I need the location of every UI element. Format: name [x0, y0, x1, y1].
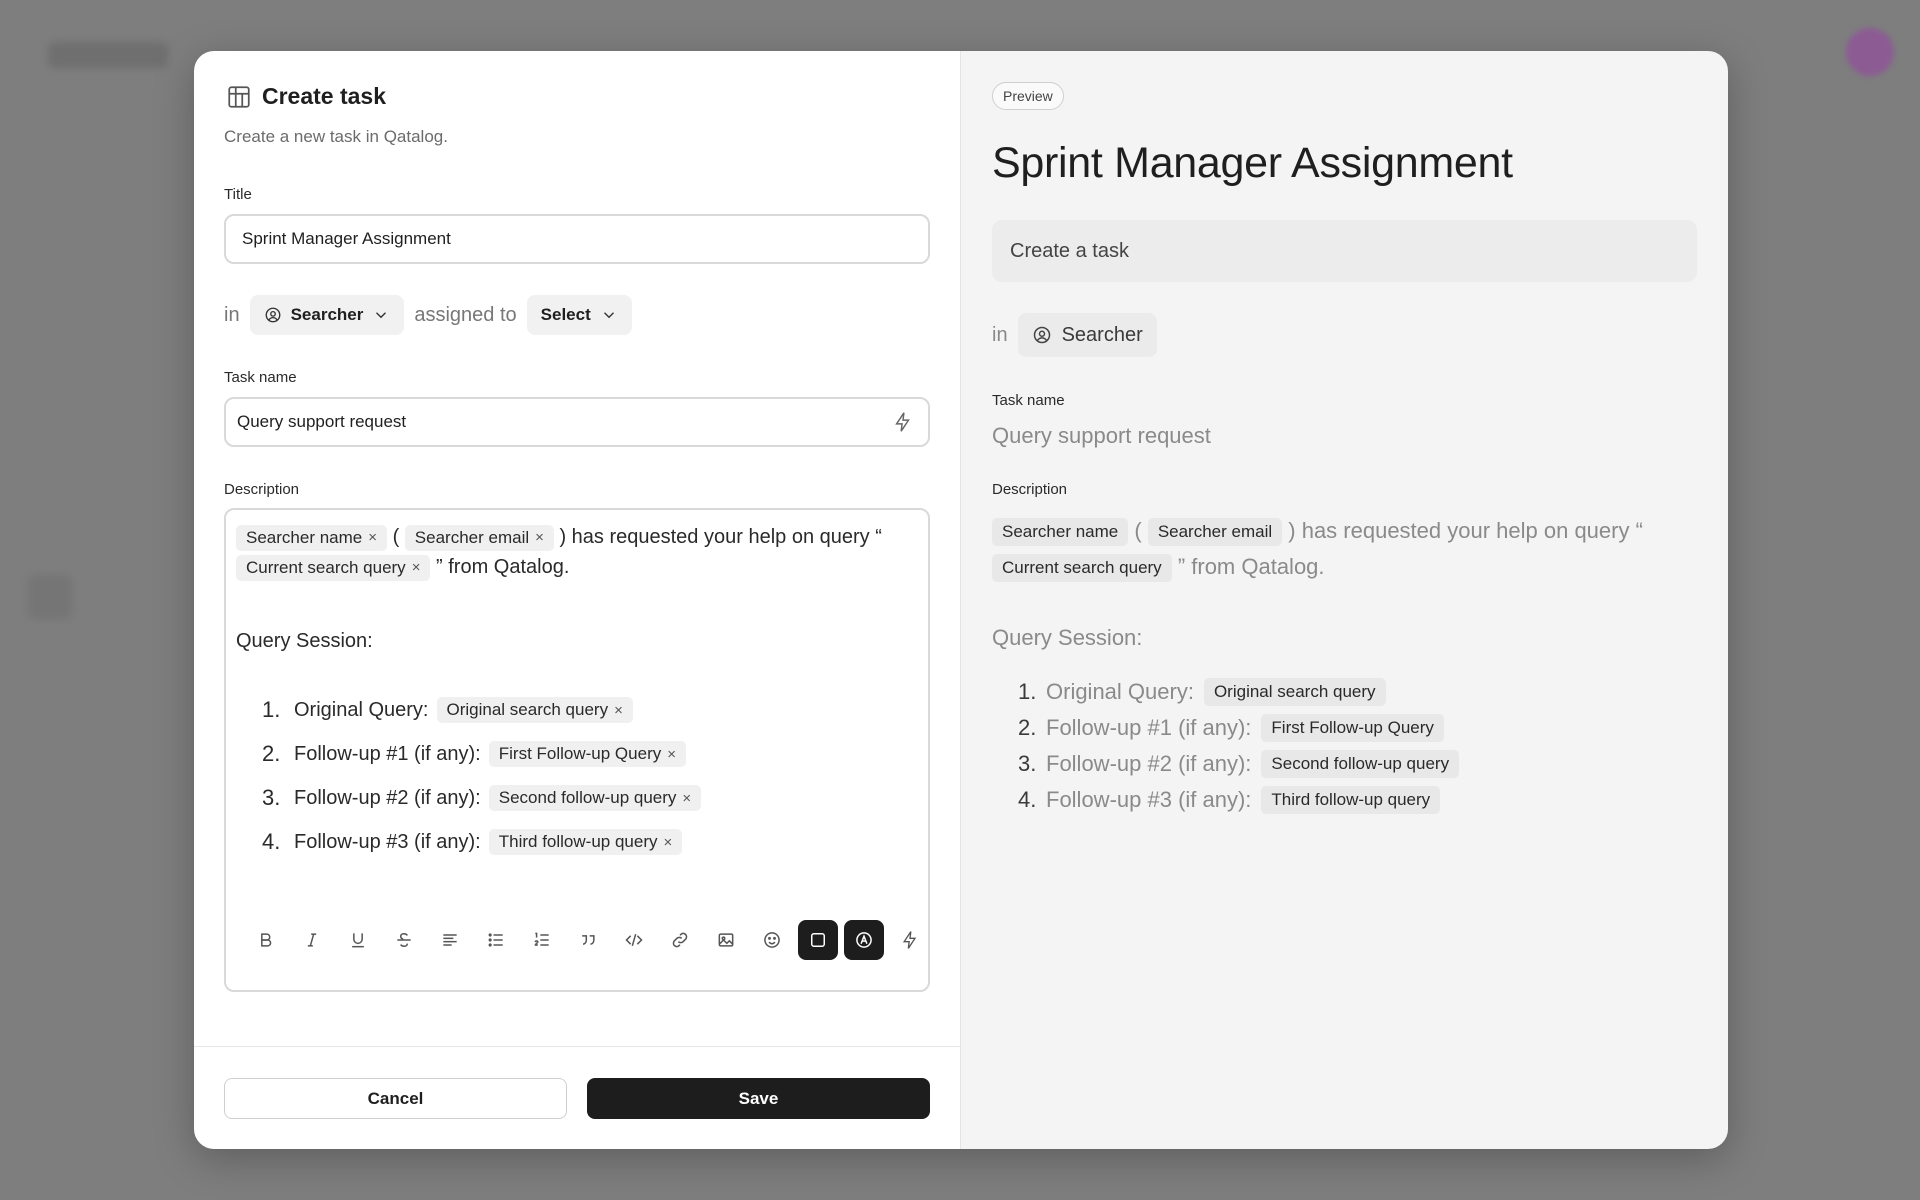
list-label: Follow-up #3 (if any): — [1046, 787, 1252, 812]
remove-chip-icon[interactable]: × — [667, 745, 676, 763]
chevron-down-icon — [600, 306, 618, 324]
task-name-label: Task name — [224, 369, 297, 386]
modal-subtitle: Create a new task in Qatalog. — [224, 127, 448, 146]
modal-header — [226, 83, 386, 110]
preview-variable-chip: Searcher name — [992, 518, 1128, 546]
variable-chip[interactable] — [489, 829, 683, 855]
mention-icon — [854, 930, 874, 950]
list-label: Follow-up #1 (if any): — [294, 742, 481, 765]
preview-description-label: Description — [992, 481, 1068, 498]
image-button[interactable] — [706, 920, 746, 960]
variable-chip[interactable] — [405, 525, 554, 551]
list-item — [262, 820, 701, 864]
list-item — [262, 732, 701, 776]
quote-icon — [578, 930, 598, 950]
italic-button[interactable] — [292, 920, 332, 960]
variable-chip[interactable] — [437, 697, 633, 723]
bolt-icon — [900, 930, 920, 950]
preview-title: Sprint Manager Assignment — [992, 139, 1513, 187]
text-segment: ” from Qatalog. — [1177, 554, 1325, 579]
modal-title: Create task — [262, 83, 387, 109]
background-logo — [48, 42, 168, 68]
space-dropdown[interactable] — [250, 295, 405, 335]
chip-label: Second follow-up query — [498, 788, 677, 807]
strikethrough-icon — [394, 930, 414, 950]
code-button[interactable] — [614, 920, 654, 960]
form-panel — [194, 51, 961, 1149]
block-button[interactable] — [798, 920, 838, 960]
user-circle-icon — [1032, 325, 1052, 345]
strikethrough-button[interactable] — [384, 920, 424, 960]
list-number: 3. — [1018, 751, 1037, 776]
list-label: Follow-up #2 (if any): — [1046, 751, 1252, 776]
chip-label: Current search query — [246, 557, 406, 577]
chip-label: Original search query — [446, 700, 609, 719]
bold-button[interactable] — [246, 920, 286, 960]
remove-chip-icon[interactable]: × — [614, 701, 623, 719]
list-number: 4. — [1018, 787, 1037, 812]
preview-variable-chip: Second follow-up query — [1261, 750, 1459, 778]
preview-list-item — [1018, 746, 1459, 782]
preview-list-item — [1018, 710, 1459, 746]
list-label: Original Query: — [1046, 679, 1194, 704]
preview-list-item — [1018, 782, 1459, 818]
description-text — [236, 522, 916, 582]
background-element — [28, 575, 72, 619]
quote-button[interactable] — [568, 920, 608, 960]
space-assign-row — [224, 295, 632, 335]
numbered-list-icon — [532, 930, 552, 950]
preview-space-value: Searcher — [1061, 323, 1143, 346]
list-label: Follow-up #3 (if any): — [294, 830, 481, 853]
preview-in-label: in — [992, 323, 1008, 346]
preview-panel — [961, 51, 1728, 1149]
preview-variable-chip: Current search query — [992, 554, 1172, 582]
chip-label: Third follow-up query — [498, 832, 658, 851]
bolt-icon[interactable] — [892, 411, 914, 433]
emoji-button[interactable] — [752, 920, 792, 960]
remove-chip-icon[interactable]: × — [682, 789, 692, 807]
italic-icon — [302, 930, 322, 950]
user-circle-icon — [264, 306, 282, 324]
preview-variable-chip: Searcher email — [1148, 518, 1282, 546]
cancel-button[interactable]: Cancel — [224, 1078, 567, 1119]
preview-query-list — [1018, 674, 1459, 818]
remove-chip-icon[interactable]: × — [663, 833, 673, 851]
variable-chip[interactable] — [236, 525, 387, 551]
text-segment: ) has requested your help on query “ — [559, 526, 882, 548]
description-editor[interactable] — [224, 508, 930, 992]
text-segment: ( — [392, 526, 400, 548]
image-icon — [716, 930, 736, 950]
underline-button[interactable] — [338, 920, 378, 960]
list-number: 3. — [262, 785, 281, 810]
task-name-input[interactable] — [224, 397, 930, 447]
mention-button[interactable] — [844, 920, 884, 960]
preview-variable-chip: Original search query — [1204, 678, 1386, 706]
preview-space-row — [992, 313, 1157, 357]
bullet-list-icon — [486, 930, 506, 950]
list-number: 1. — [262, 697, 281, 722]
chip-label: Searcher email — [414, 527, 530, 547]
create-task-modal — [194, 51, 1728, 1149]
chip-label: Searcher name — [246, 527, 363, 547]
assignee-dropdown-value: Select — [540, 305, 591, 324]
automation-button[interactable] — [890, 920, 930, 960]
preview-create-task-bar: Create a task — [992, 220, 1697, 282]
title-input-value: Sprint Manager Assignment — [242, 229, 451, 248]
align-button[interactable] — [430, 920, 470, 960]
list-number: 1. — [1018, 679, 1037, 704]
list-number: 2. — [262, 741, 281, 766]
preview-session-heading: Query Session: — [992, 625, 1143, 650]
session-heading: Query Session: — [236, 630, 373, 652]
link-button[interactable] — [660, 920, 700, 960]
square-icon — [808, 930, 828, 950]
remove-chip-icon[interactable]: × — [368, 528, 377, 546]
space-dropdown-value: Searcher — [290, 305, 364, 324]
code-icon — [624, 930, 644, 950]
preview-task-name-value: Query support request — [992, 423, 1211, 448]
chevron-down-icon — [372, 306, 390, 324]
task-name-input-value: Query support request — [237, 412, 407, 431]
list-label: Follow-up #2 (if any): — [294, 786, 481, 809]
list-label: Follow-up #1 (if any): — [1046, 715, 1252, 740]
bullet-list-button[interactable] — [476, 920, 516, 960]
list-item — [262, 688, 701, 732]
chip-label: First Follow-up Query — [498, 744, 662, 763]
list-number: 2. — [1018, 715, 1037, 740]
query-list — [262, 688, 701, 864]
list-number: 4. — [262, 829, 281, 854]
remove-chip-icon[interactable]: × — [535, 528, 544, 546]
assignee-dropdown[interactable] — [527, 295, 632, 335]
preview-variable-chip: First Follow-up Query — [1261, 714, 1443, 742]
preview-list-item — [1018, 674, 1459, 710]
assigned-to-label: assigned to — [414, 303, 517, 326]
description-label: Description — [224, 481, 300, 498]
task-board-icon — [226, 84, 252, 110]
link-icon — [670, 930, 690, 950]
preview-variable-chip: Third follow-up query — [1261, 786, 1440, 814]
preview-description-text — [992, 513, 1702, 585]
editor-toolbar — [246, 920, 930, 960]
title-input[interactable] — [224, 214, 930, 264]
emoji-icon — [762, 930, 782, 950]
preview-task-name-label: Task name — [992, 392, 1065, 409]
variable-chip[interactable] — [489, 741, 686, 767]
text-segment: ) has requested your help on query “ — [1288, 518, 1643, 543]
preview-badge: Preview — [992, 82, 1064, 110]
variable-chip[interactable] — [489, 785, 701, 811]
variable-chip[interactable] — [236, 555, 430, 581]
text-segment: ( — [1134, 518, 1142, 543]
save-button[interactable]: Save — [587, 1078, 930, 1119]
numbered-list-button[interactable] — [522, 920, 562, 960]
bold-icon — [256, 930, 276, 950]
title-label: Title — [224, 186, 252, 203]
preview-space-chip — [1018, 313, 1157, 357]
align-left-icon — [440, 930, 460, 950]
underline-icon — [348, 930, 368, 950]
background-avatar — [1846, 28, 1894, 76]
list-item — [262, 776, 701, 820]
list-label: Original Query: — [294, 698, 429, 721]
in-label: in — [224, 303, 240, 326]
remove-chip-icon[interactable]: × — [411, 558, 421, 576]
text-segment: ” from Qatalog. — [436, 556, 570, 578]
